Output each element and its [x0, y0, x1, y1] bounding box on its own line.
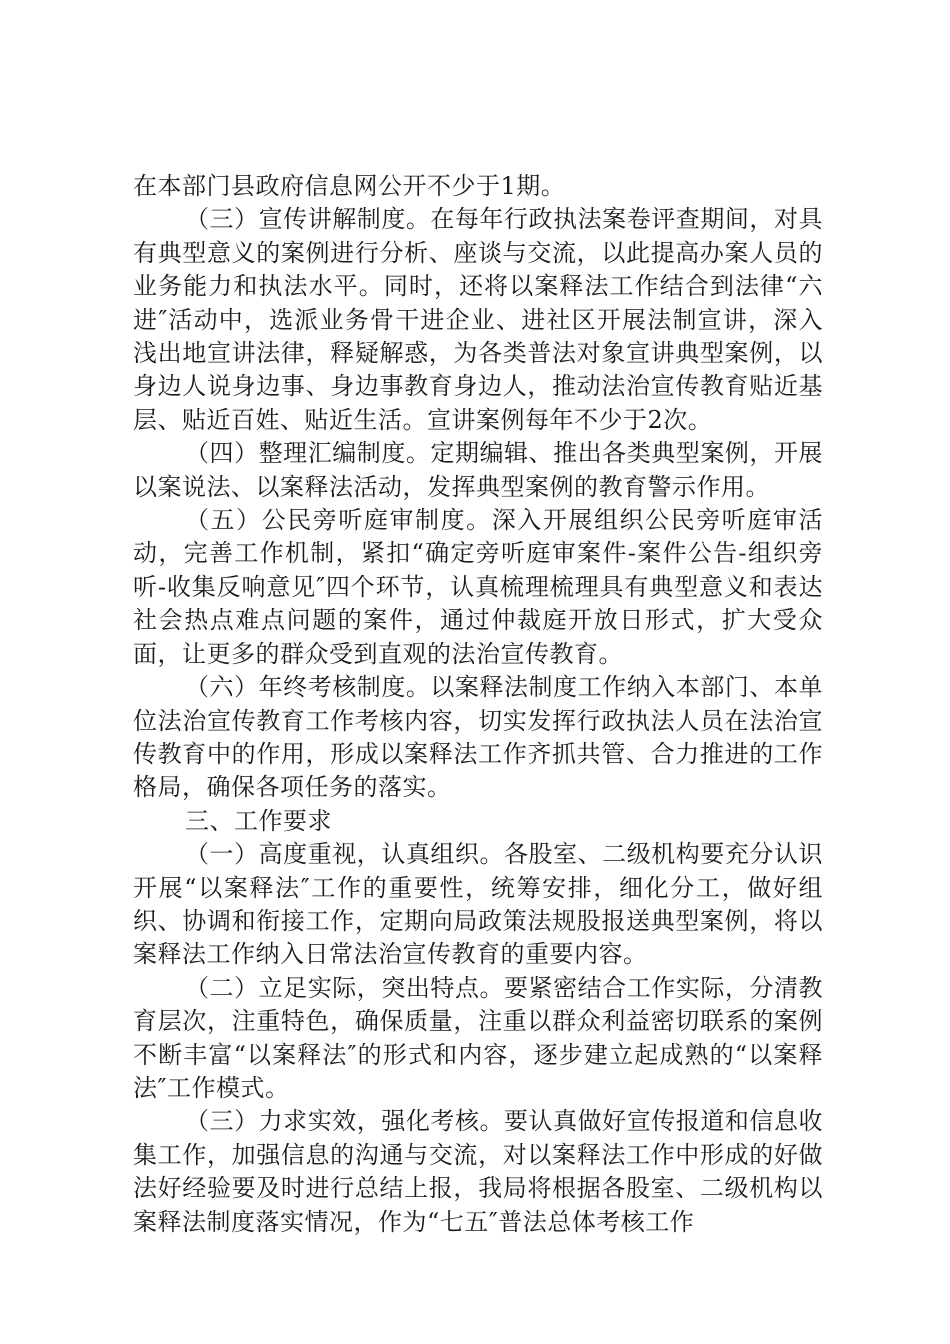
paragraph-section-6-assessment: （六）年终考核制度。以案释法制度工作纳入本部门、本单位法治宣传教育工作考核内容，切实发挥行政执法人员在法治宣传教育中的作用，形成以案释法工作齐抓共管、合力推进的工作格局，确保各项任务的落实。: [133, 673, 823, 802]
paragraph-section-3-publicity: （三）宣传讲解制度。在每年行政执法案卷评查期间，对具有典型意义的案例进行分析、座谈与交流，以此提高办案人员的业务能力和执法水平。同时，还将以案释法工作结合到法律“六进″活动中，选派业务骨干进企业、进社区开展法制宣讲，深入浅出地宣讲法律，释疑解惑，为各类普法对象宣讲典型案例，以身边人说身边事、身边事教育身边人，推动法治宣传教育贴近基层、贴近百姓、贴近生活。宣讲案例每年不少于2次。: [133, 205, 823, 434]
paragraph-section-5-court-hearing: （五）公民旁听庭审制度。深入开展组织公民旁听庭审活动，完善工作机制，紧扣“确定旁听庭审案件-案件公告-组织旁听-收集反响意见″四个环节，认真梳理梳理具有典型意义和表达社会热点难点问题的案件，通过仲裁庭开放日形式，扩大受众面，让更多的群众受到直观的法治宣传教育。: [133, 506, 823, 668]
paragraph-requirement-2: （二）立足实际，突出特点。要紧密结合工作实际，分清教育层次，注重特色，确保质量，注重以群众利益密切联系的案例不断丰富“以案释法″的形式和内容，逐步建立起成熟的“以案释法″工作模式。: [133, 973, 823, 1102]
paragraph-section-4-compilation: （四）整理汇编制度。定期编辑、推出各类典型案例，开展以案说法、以案释法活动，发挥典型案例的教育警示作用。: [133, 439, 823, 501]
document-body: [133, 170, 823, 1239]
paragraph-requirement-3: （三）力求实效，强化考核。要认真做好宣传报道和信息收集工作，加强信息的沟通与交流，对以案释法工作中形成的好做法好经验要及时进行总结上报，我局将根据各股室、二级机构以案释法制度落实情况，作为“七五″普法总体考核工作: [133, 1107, 823, 1236]
paragraph-requirement-1: （一）高度重视，认真组织。各股室、二级机构要充分认识开展“以案释法″工作的重要性，统筹安排，细化分工，做好组织、协调和衔接工作，定期向局政策法规股报送典型案例，将以案释法工作纳入日常法治宣传教育的重要内容。: [133, 840, 823, 969]
section-heading-work-requirements: 三、工作要求: [185, 806, 332, 835]
paragraph-continuation: 在本部门县政府信息网公开不少于1期。: [133, 172, 566, 200]
